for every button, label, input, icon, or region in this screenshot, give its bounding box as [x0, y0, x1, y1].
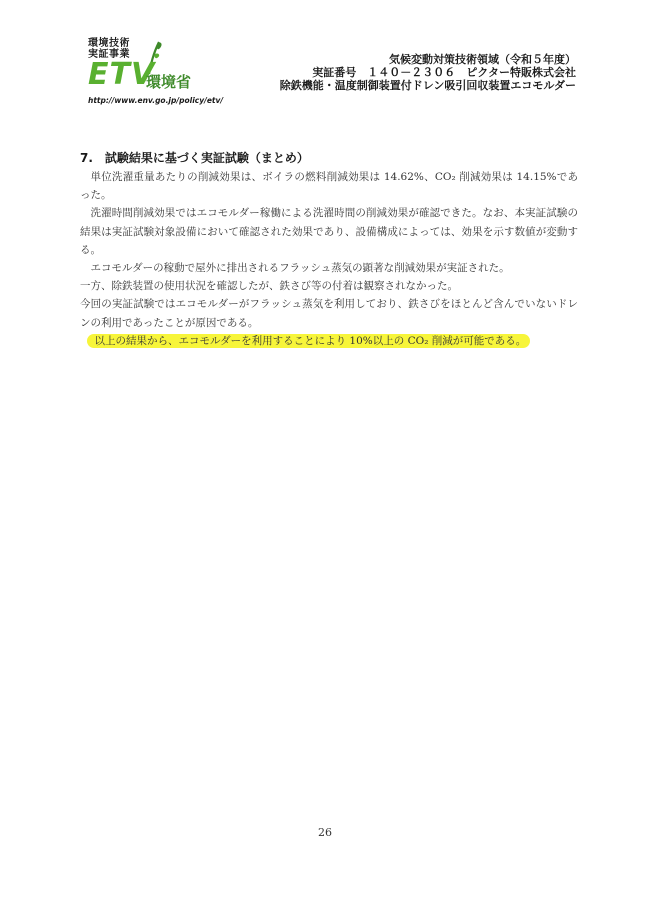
logo-text-line2: 実証事業 [88, 49, 130, 60]
paragraph-washing-time: 洗濯時間削減効果ではエコモルダー稼働による洗濯時間の削減効果が確認できた。なお、本実証試験の結果は実証試験対象設備において確認された効果であり、設備構成によっては、効果を示す数値が変動する。 [80, 207, 578, 256]
logo-ministry-name: 環境省 [146, 73, 192, 91]
paragraph-cause: 今回の実証試験ではエコモルダーがフラッシュ蒸気を利用しており、鉄さびをほとんど含んでいないドレンの利用であったことが原因である。 [80, 298, 578, 329]
conclusion-line [80, 332, 578, 350]
paragraph-fuel-reduction: 単位洗濯重量あたりの削減効果は、ボイラの燃料削減効果は 14.62%、CO₂ 削減効果は 14.15%であった。 [80, 171, 578, 202]
header-verification-number: 実証番号 １４０－２３０６ ピクター特販株式会社 [312, 66, 576, 79]
highlighted-conclusion: 以上の結果から、エコモルダーを利用することにより 10%以上の CO₂ 削減が可能である。 [87, 334, 531, 348]
section-heading: 7. 試験結果に基づく実証試験（まとめ） [80, 151, 309, 165]
etv-logo [88, 38, 228, 110]
page-number: 26 [318, 826, 332, 839]
logo-etv-mark: ETV [88, 57, 156, 92]
logo-url: http://www.env.go.jp/policy/etv/ [88, 96, 224, 105]
section-body [80, 168, 578, 350]
header-product-name: 除鉄機能・温度制御装置付ドレン吸引回収装置エコモルダー [279, 79, 576, 92]
paragraph-flash-steam: エコモルダーの稼動で屋外に排出されるフラッシュ蒸気の顕著な削減効果が実証された。 [90, 262, 510, 275]
header-domain: 気候変動対策技術領域（令和５年度） [389, 53, 576, 66]
logo-text-line1: 環境技術 [88, 38, 130, 49]
paragraph-iron-removal: 一方、除鉄装置の使用状況を確認したが、鉄さび等の付着は観察されなかった。 [80, 280, 458, 293]
document-header [280, 53, 576, 92]
